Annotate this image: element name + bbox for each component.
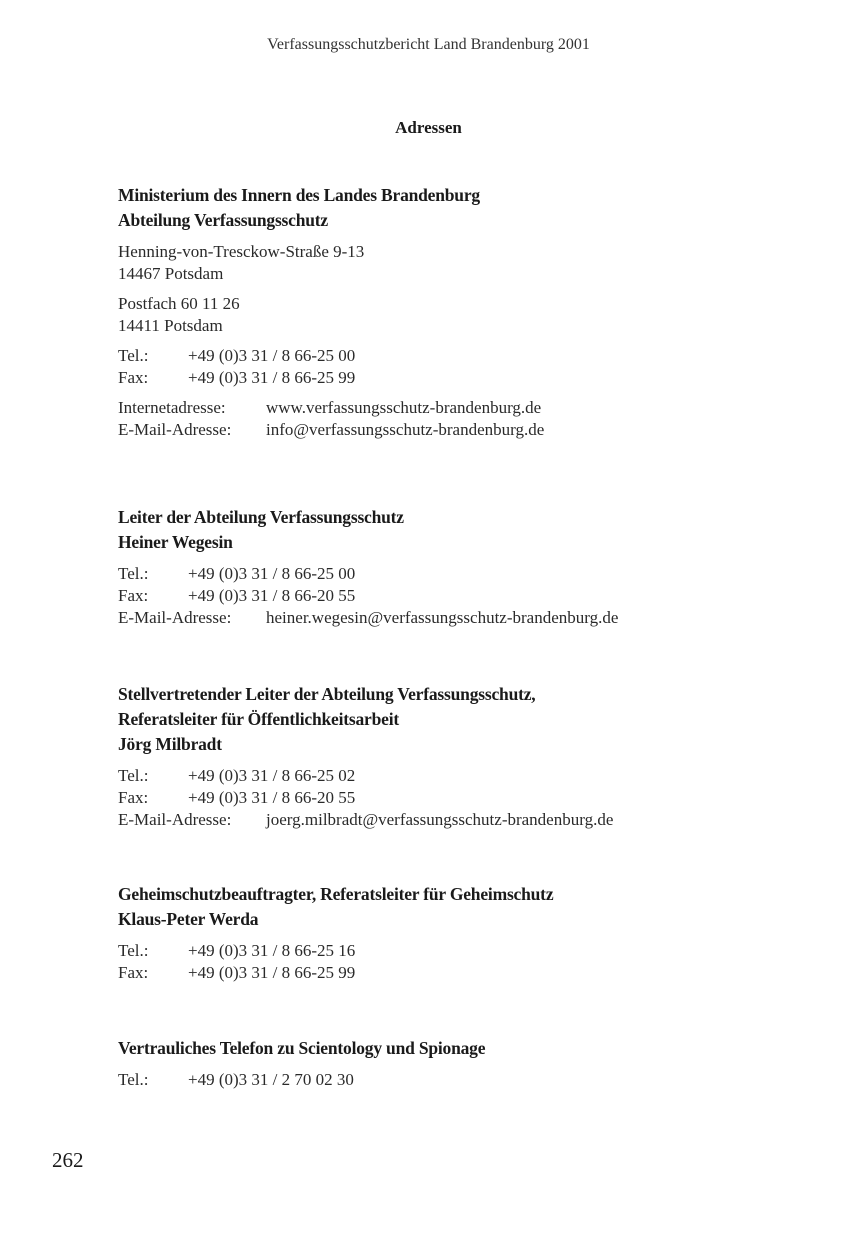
- head-of-dept-section: [118, 505, 778, 629]
- head-of-dept-name: Heiner Wegesin: [118, 532, 233, 552]
- hotline-section: [118, 1036, 778, 1091]
- deputy-fax: +49 (0)3 31 / 8 66-20 55: [188, 788, 356, 807]
- secrecy-name: Klaus-Peter Werda: [118, 909, 259, 929]
- hotline-tel[interactable]: +49 (0)3 31 / 2 70 02 30: [188, 1070, 354, 1089]
- head-of-dept-email-link[interactable]: heiner.wegesin@verfassungsschutz-brandenburg.de: [266, 608, 619, 627]
- tel-label: Tel.:: [118, 941, 149, 960]
- deputy-section: [118, 682, 778, 831]
- head-of-dept-email-row: [118, 607, 778, 629]
- tel-label: Tel.:: [118, 564, 149, 583]
- secrecy-section: [118, 882, 778, 984]
- ministry-name: Ministerium des Innern des Landes Brandenburg: [118, 185, 480, 205]
- tel-label: Tel.:: [118, 766, 149, 785]
- email-label: E-Mail-Adresse:: [118, 420, 232, 439]
- ministry-pobox: Postfach 60 11 26: [118, 294, 240, 313]
- secrecy-role: Geheimschutzbeauftragter, Referatsleiter für Geheimschutz: [118, 884, 554, 904]
- secrecy-tel-row: [118, 940, 778, 962]
- ministry-fax-row: [118, 367, 778, 389]
- ministry-email-link[interactable]: info@verfassungsschutz-brandenburg.de: [266, 420, 545, 439]
- ministry-department: Abteilung Verfassungsschutz: [118, 210, 328, 230]
- deputy-role-line1: Stellvertretender Leiter der Abteilung Verfassungsschutz,: [118, 684, 536, 704]
- fax-label: Fax:: [118, 788, 149, 807]
- head-of-dept-fax: +49 (0)3 31 / 8 66-20 55: [188, 586, 356, 605]
- head-of-dept-role: Leiter der Abteilung Verfassungsschutz: [118, 507, 404, 527]
- fax-label: Fax:: [118, 586, 149, 605]
- ministry-email-row: [118, 419, 778, 441]
- tel-label: Tel.:: [118, 1070, 149, 1089]
- head-of-dept-fax-row: [118, 585, 778, 607]
- ministry-internet-link[interactable]: www.verfassungsschutz-brandenburg.de: [266, 398, 542, 417]
- ministry-tel-row: [118, 345, 778, 367]
- fax-label: Fax:: [118, 963, 149, 982]
- ministry-city: 14467 Potsdam: [118, 264, 224, 283]
- ministry-tel[interactable]: +49 (0)3 31 / 8 66-25 00: [188, 346, 356, 365]
- deputy-email-row: [118, 809, 778, 831]
- ministry-street: Henning-von-Tresckow-Straße 9-13: [118, 242, 365, 261]
- head-of-dept-tel[interactable]: +49 (0)3 31 / 8 66-25 00: [188, 564, 356, 583]
- secrecy-fax: +49 (0)3 31 / 8 66-25 99: [188, 963, 356, 982]
- ministry-pobox-city: 14411 Potsdam: [118, 316, 223, 335]
- ministry-internet-row: [118, 397, 778, 419]
- email-label: E-Mail-Adresse:: [118, 810, 232, 829]
- secrecy-tel[interactable]: +49 (0)3 31 / 8 66-25 16: [188, 941, 356, 960]
- running-header: Verfassungsschutzbericht Land Brandenburg 2001: [267, 36, 590, 53]
- deputy-tel[interactable]: +49 (0)3 31 / 8 66-25 02: [188, 766, 356, 785]
- deputy-name: Jörg Milbradt: [118, 734, 222, 754]
- deputy-tel-row: [118, 765, 778, 787]
- ministry-section: [118, 183, 778, 441]
- page-number: 262: [52, 1148, 84, 1172]
- deputy-email-link[interactable]: joerg.milbradt@verfassungsschutz-brandenburg.de: [266, 810, 614, 829]
- head-of-dept-tel-row: [118, 563, 778, 585]
- tel-label: Tel.:: [118, 346, 149, 365]
- deputy-fax-row: [118, 787, 778, 809]
- hotline-title: Vertrauliches Telefon zu Scientology und Spionage: [118, 1038, 486, 1058]
- hotline-tel-row: [118, 1069, 778, 1091]
- ministry-fax: +49 (0)3 31 / 8 66-25 99: [188, 368, 356, 387]
- secrecy-fax-row: [118, 962, 778, 984]
- fax-label: Fax:: [118, 368, 149, 387]
- deputy-role-line2: Referatsleiter für Öffentlichkeitsarbeit: [118, 709, 399, 729]
- email-label: E-Mail-Adresse:: [118, 608, 232, 627]
- internet-label: Internetadresse:: [118, 398, 226, 417]
- page-title: Adressen: [395, 118, 462, 137]
